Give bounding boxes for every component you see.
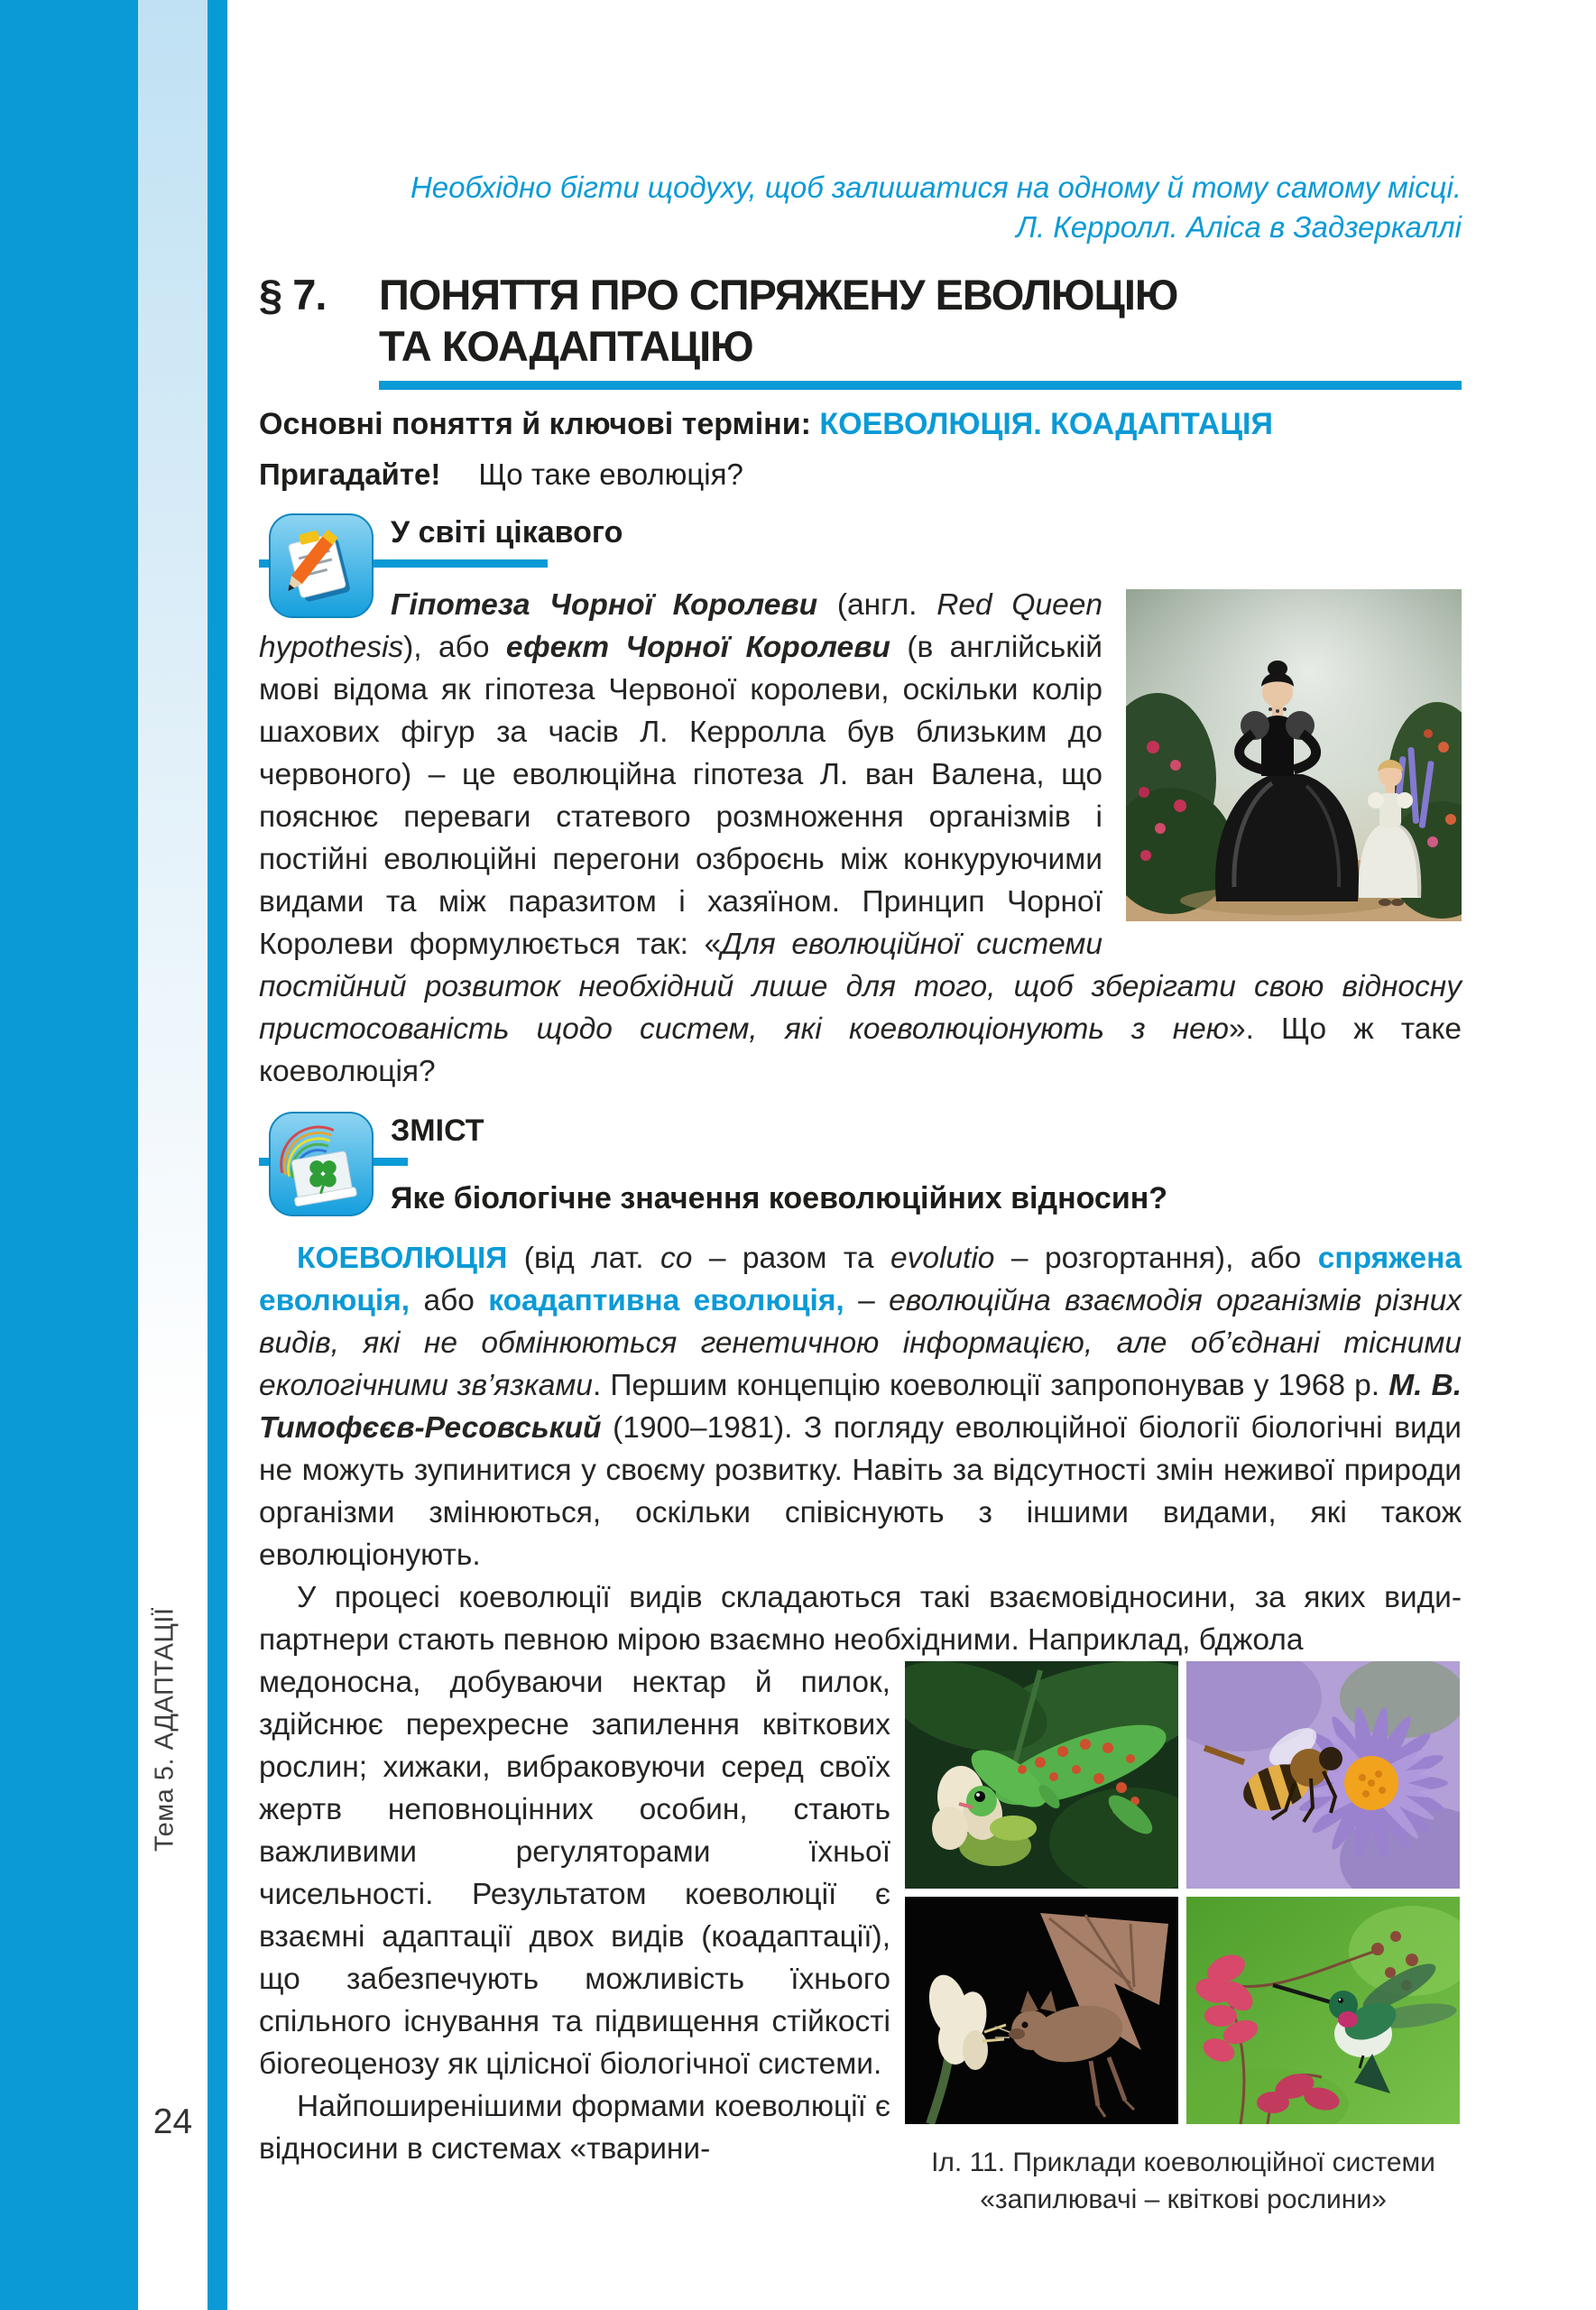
honeybee-on-aster-photo (1186, 1661, 1460, 1889)
left-gradient-strip (138, 0, 208, 2310)
recall-label: Пригадайте! (259, 457, 441, 491)
chapter-sidebar-label: Тема 5. АДАПТАЦІЇ (150, 1607, 180, 1853)
section-question: Яке біологічне значення коеволюційних відносин? (391, 1181, 1168, 1215)
book-clover-rainbow-icon (268, 1111, 374, 1217)
interesting-section (259, 507, 1462, 1093)
chapter-title (379, 269, 1462, 372)
interesting-header: У світі цікавого (259, 507, 1462, 568)
figure-caption-line2: «запилювачі – квіткові рослини» (980, 2185, 1387, 2214)
contents-header: ЗМІСТ (259, 1105, 1462, 1166)
figure-caption (905, 2144, 1462, 2218)
key-terms-value: КОЕВОЛЮЦІЯ. КОАДАПТАЦІЯ (819, 407, 1273, 441)
epigraph-attribution: Л. Керролл. Аліса в Задзеркаллі (1016, 210, 1462, 244)
coevolution-paragraph: КОЕВОЛЮЦІЯ (від лат. co – разом та evolutio – розгортання), або спряжена еволюція, або коадаптивна еволюція, – еволюційна взаємодія організмів різних видів, які не обмінюються генетичною інформацією, але об’єднані тісними екологічними зв’язками. Першим концепцію коеволюції запропонував у 1968 р. М. В. Тимофєєв-Ресовський (1900–1981). З погляду еволюційної біології біологічні види не можуть зупинитися у своєму розвитку. Навіть за відсутності змін неживої природи організми змінюються, оскільки співіснують з іншими видами, які також еволюціонують. (259, 1242, 1462, 1572)
coevolution-example-continued: медоносна, добуваючи нектар й пилок, здійснює перехресне запилення квіткових рослин; хижаки, вибраковуючи серед своїх жертв неповноцінних особин, стають важливими регуляторами їхньої чисельності. Результатом коеволюції є взаємні адаптації двох видів (коадаптації), що забезпечують можливість їхнього спільного існування та підвищення стійкості біогеоценозу як цілісної біологічної системи. (259, 1666, 890, 2081)
figure-caption-line1: Іл. 11. Приклади коеволюційної системи (931, 2148, 1435, 2177)
bat-at-flower-photo (905, 1897, 1178, 2124)
heading-underline (379, 381, 1462, 390)
hummingbird-at-red-flowers-photo (1186, 1897, 1460, 2124)
coevolution-example-intro: У процесі коеволюції видів складаються такі взаємовідносини, за яких види-партнери стають певною мірою взаємно необхідними. Наприклад, бджола (259, 1581, 1462, 1657)
contents-section (259, 1105, 1462, 1223)
red-queen-paragraph: Гіпотеза Чорної Королеви (англ. Red Queen hypothesis), або ефект Чорної Королеви (в англійській мові відома як гіпотеза Червоної королеви, оскільки колір шахових фігур за часів Л. Керролла був близьким до червоного) – це еволюційна гіпотеза Л. ван Валена, що пояснює переваги статевого розмноження організмів і постійні еволюційні перегони озброєнь між конкуруючими видами та між паразитом і хазяїном. Принцип Чорної Королеви формулюється так: «Для еволюційної системи постійний розвиток необхідний лише для того, щоб зберігати свою відносну пристосованість щодо систем, які коеволюціонують з нею». Що ж таке коеволюція? (259, 584, 1462, 1093)
page-number: 24 (152, 2102, 193, 2141)
chapter-title-line2: ТА КОАДАПТАЦІЮ (379, 322, 753, 370)
left-blue-rule (208, 0, 227, 2310)
black-queen-and-alice-illustration (1126, 589, 1462, 921)
key-terms-line (259, 404, 1462, 444)
epigraph (259, 168, 1462, 247)
chapter-heading (259, 269, 1462, 372)
recall-line (259, 455, 1462, 494)
figure-block (905, 1661, 1462, 2218)
gecko-licking-flower-photo (905, 1661, 1178, 1889)
pollinator-photo-grid (905, 1661, 1462, 2124)
page-content (259, 0, 1462, 2218)
clipboard-pencil-icon (268, 513, 374, 619)
epigraph-quote: Необхідно бігти щодуху, щоб залишатися на одному й тому самому місці. (410, 171, 1462, 204)
recall-question: Що таке еволюція? (478, 457, 743, 491)
chapter-title-line1: ПОНЯТТЯ ПРО СПРЯЖЕНУ ЕВОЛЮЦІЮ (379, 271, 1178, 319)
key-terms-label: Основні поняття й ключові терміни: (259, 407, 811, 441)
coevolution-forms-paragraph: Найпоширенішими формами коеволюції є відносини в системах «тварини- (259, 2090, 890, 2166)
left-text-column (259, 1661, 890, 2218)
left-blue-band (0, 0, 138, 2310)
two-column-block (259, 1661, 1462, 2218)
paragraph-number: § 7. (259, 271, 327, 319)
